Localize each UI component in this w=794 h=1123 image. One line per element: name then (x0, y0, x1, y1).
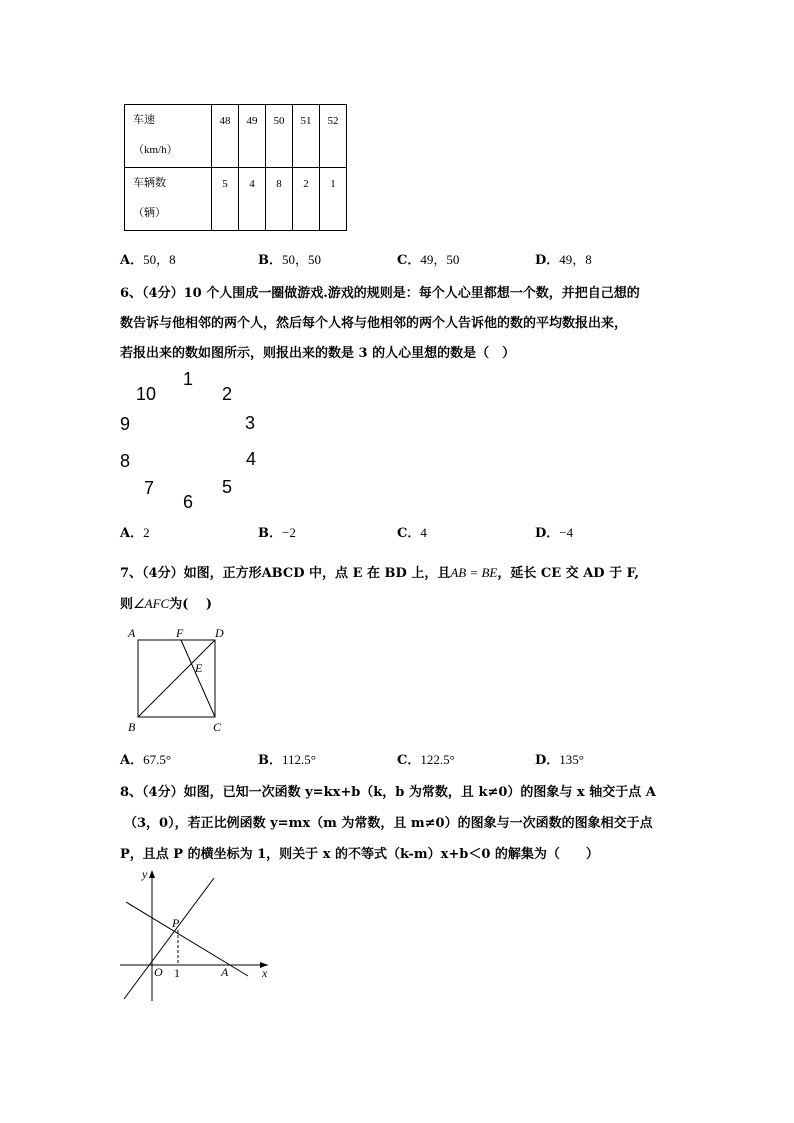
q8-line-3: P，且点 P 的横坐标为 1，则关于 x 的不等式（k-m）x+b＜0 的解集为（ ） (120, 847, 599, 862)
table-cell: 5 (212, 168, 239, 231)
table-cell: 4 (239, 168, 266, 231)
circle-number: 1 (183, 369, 194, 389)
circle-number: 4 (246, 449, 257, 469)
q7-option-d[interactable]: D．135° (535, 752, 584, 768)
q6-option-c[interactable]: C．4 (397, 525, 427, 541)
label-a: A (221, 965, 229, 979)
segment-cf (181, 640, 215, 717)
q5-option-a[interactable]: A．50，8 (120, 252, 176, 268)
q7-line-2: 则∠AFC为( ) (120, 596, 213, 612)
speed-header-cell (125, 105, 212, 168)
q6-line-3: 若报出来的数如图所示，则报出来的数是 3 的人心里想的数是（ ） (120, 346, 516, 361)
table-cell: 2 (293, 168, 320, 231)
circle-number: 9 (120, 414, 131, 434)
table-cell: 8 (266, 168, 293, 231)
table-cell: 52 (320, 105, 347, 168)
q6-line-1: 6、（4分）10 个人围成一圈做游戏.游戏的规则是：每个人心里都想一个数，并把自己想的 (120, 286, 640, 301)
q6-option-a[interactable]: A．2 (120, 525, 150, 541)
label-p: P (172, 916, 180, 930)
linear-function-graph (116, 866, 276, 1006)
label-b: B (128, 720, 136, 734)
label-y: y (142, 867, 148, 881)
table-cell: 51 (293, 105, 320, 168)
speed-label: 车速 (133, 114, 155, 126)
table-row (125, 105, 347, 168)
label-d: D (215, 626, 224, 640)
table-cell: 49 (239, 105, 266, 168)
q7-option-c[interactable]: C．122.5° (397, 752, 455, 768)
q6-option-d[interactable]: D．−4 (535, 525, 574, 541)
q7-option-b[interactable]: B．112.5° (258, 752, 316, 768)
circle-number: 3 (245, 413, 256, 433)
label-x: x (262, 966, 268, 980)
table-cell: 48 (212, 105, 239, 168)
q6-option-b[interactable]: B．−2 (258, 525, 296, 541)
count-unit: （辆） (133, 207, 166, 219)
label-e: E (195, 661, 203, 675)
label-c: C (213, 720, 222, 734)
y-axis-arrow-icon (149, 870, 155, 878)
circle-number: 8 (120, 451, 131, 471)
q5-option-c[interactable]: C．49，50 (397, 252, 460, 268)
q5-option-d[interactable]: D．49，8 (535, 252, 592, 268)
table-cell: 50 (266, 105, 293, 168)
label-f: F (176, 626, 184, 640)
label-a: A (128, 626, 136, 640)
q8-line-1: 8、（4分）如图，已知一次函数 y=kx+b（k，b 为常数，且 k≠0）的图象与 x 轴交于点 A (120, 785, 656, 800)
table-cell: 1 (320, 168, 347, 231)
q7-option-a[interactable]: A．67.5° (120, 752, 172, 768)
q5-option-b[interactable]: B．50，50 (258, 252, 322, 268)
count-label: 车辆数 (133, 177, 166, 189)
label-o: O (154, 965, 163, 979)
q8-line-2: （3，0），若正比例函数 y=mx（m 为常数，且 m≠0）的图象与一次函数的图象相交于点 (124, 816, 653, 831)
q7-line-1: 7、（4分）如图，正方形ABCD 中，点 E 在 BD 上，且AB = BE，延长 CE 交 AD 于 F, (120, 565, 640, 581)
circle-number: 10 (136, 384, 157, 404)
circle-number: 5 (222, 477, 233, 497)
diagonal-bd (138, 640, 215, 717)
circle-number: 6 (183, 492, 194, 512)
speed-unit: （km/h） (133, 144, 178, 156)
square-abcd-figure (120, 620, 240, 738)
circle-number: 2 (222, 384, 233, 404)
table-row (125, 168, 347, 231)
label-one: 1 (174, 966, 180, 980)
count-header-cell (125, 168, 212, 231)
speed-count-table (124, 104, 347, 231)
q6-line-2: 数告诉与他相邻的两个人，然后每个人将与他相邻的两个人告诉他的数的平均数报出来， (120, 316, 628, 331)
line-mx (124, 878, 214, 999)
circle-number: 7 (144, 478, 155, 498)
